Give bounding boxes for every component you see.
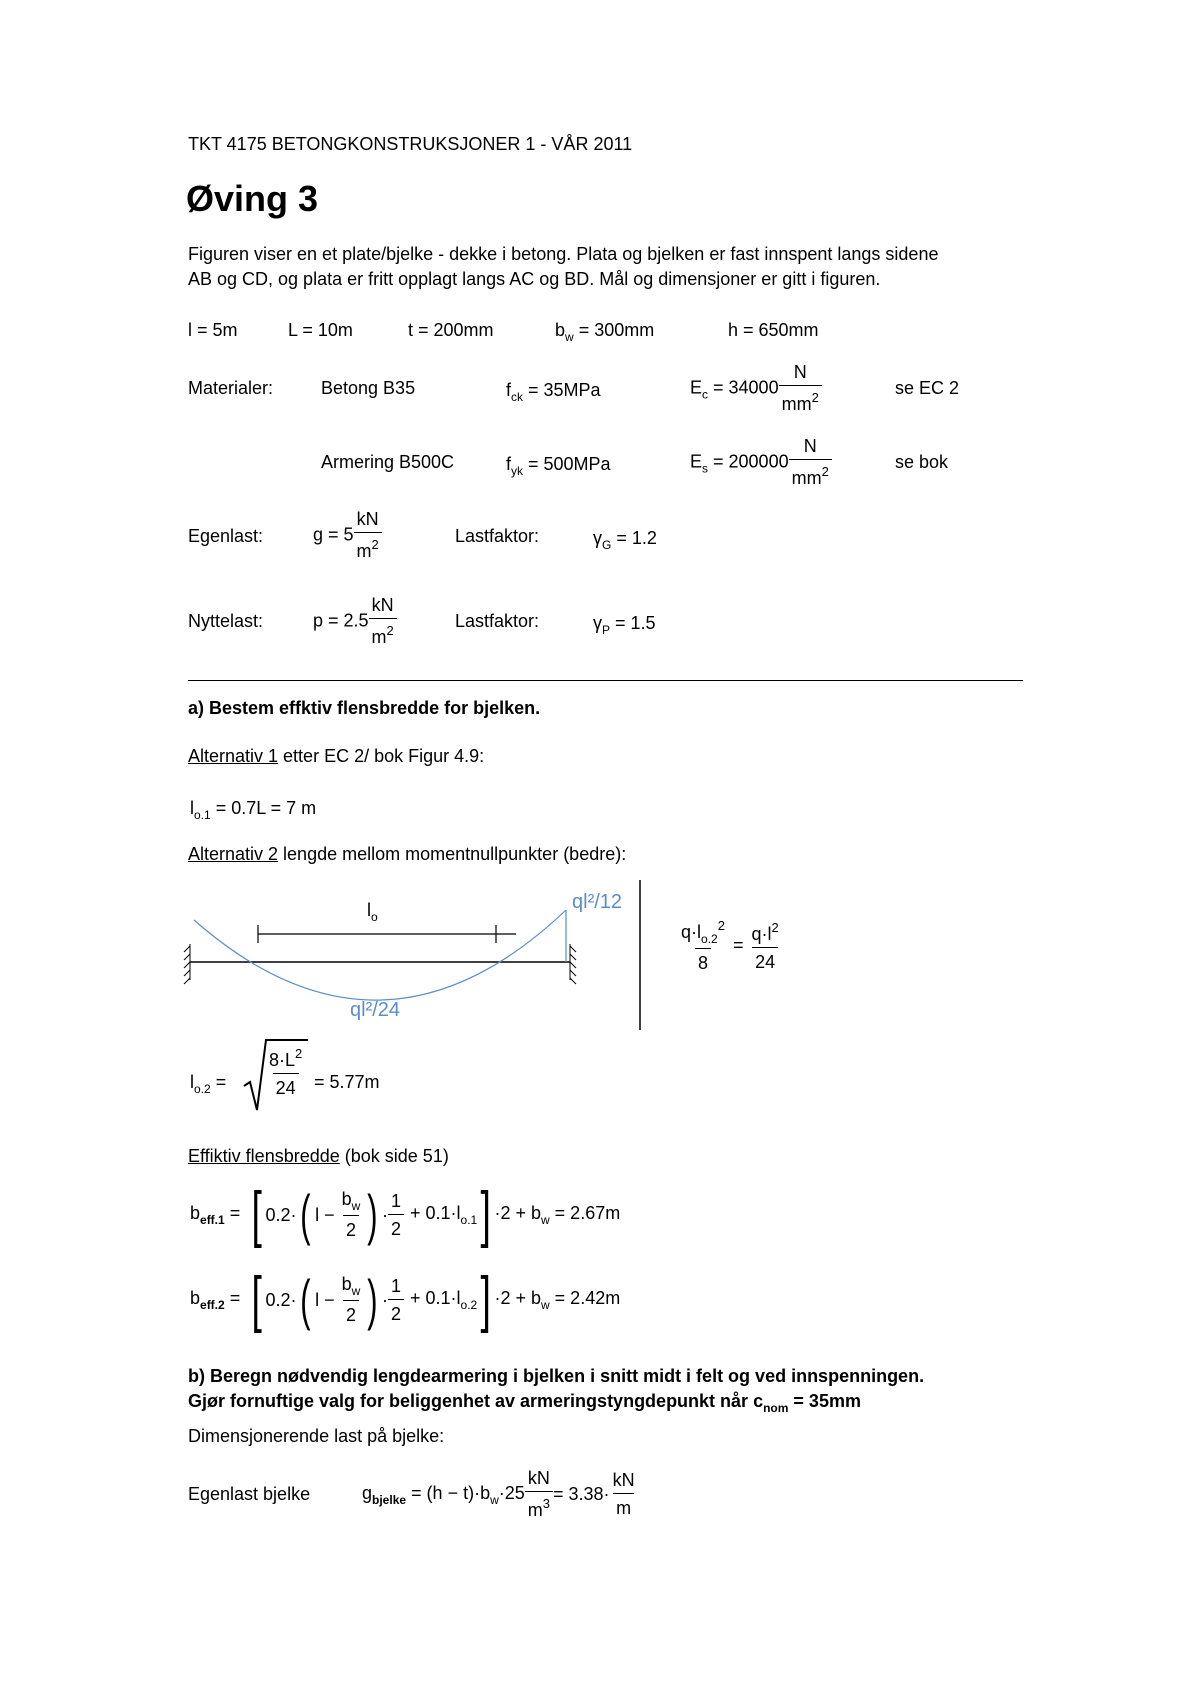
beff1-plus: + 0.1·l xyxy=(410,1203,461,1223)
beff1-half-frac xyxy=(388,1191,404,1240)
lo2-frac xyxy=(266,1046,305,1099)
param-h: h = 650mm xyxy=(728,320,819,340)
nyttelast-label: Nyttelast: xyxy=(188,611,264,631)
lo2-den: 24 xyxy=(273,1073,299,1099)
eq-equals: = xyxy=(732,934,744,955)
fyk-value: = 500MPa xyxy=(523,454,611,474)
gbjelke-expr: = (h − t)·b xyxy=(406,1482,491,1503)
p-unit-num: kN xyxy=(371,595,394,615)
eq-lhs-den: 8 xyxy=(695,948,711,974)
beff2-l-minus: l − xyxy=(315,1289,335,1310)
beff2-result: = 2.42m xyxy=(549,1288,621,1308)
gbjelke-unit-num: kN xyxy=(527,1468,550,1488)
lastfaktor-label-1: Lastfaktor: xyxy=(455,526,540,546)
g-expression xyxy=(313,509,382,562)
beff1-tail xyxy=(494,1203,620,1227)
dim-last-label: Dimensjonerende last på bjelke: xyxy=(188,1426,445,1446)
Ec-unit-fraction xyxy=(779,362,822,415)
intro-line-2: AB og CD, og plata er fritt opplagt langs AC og BD. Mål og dimensjoner er gitt i figuren. xyxy=(188,269,881,289)
gbjelke-subscript: bjelke xyxy=(372,1492,407,1507)
g-unit-den xyxy=(354,532,382,562)
page-title: Øving 3 xyxy=(186,178,319,219)
p-expression xyxy=(313,595,397,648)
fig-lo-symbol: l xyxy=(367,900,371,920)
Ec-unit-den xyxy=(779,385,822,415)
gbjelke-25: ·25 xyxy=(498,1482,525,1503)
beff1-bw-num xyxy=(339,1189,364,1215)
beff1-bw-frac xyxy=(339,1189,364,1241)
lo1-symbol: l xyxy=(190,798,194,818)
beff1-half-num: 1 xyxy=(391,1190,402,1211)
beff1-lbracket: [ xyxy=(251,1180,263,1249)
lo2-num xyxy=(266,1046,305,1073)
right-support-hatch xyxy=(570,944,576,984)
beff1-rparen: ) xyxy=(367,1183,378,1246)
eq-lhs-num xyxy=(678,918,728,948)
beff1-tail-subscript: w xyxy=(541,1213,550,1227)
beff1-bw-den: 2 xyxy=(343,1215,359,1241)
eq-rhs-fraction xyxy=(748,920,781,973)
beff2-rparen: ) xyxy=(367,1268,378,1331)
gammaG-symbol: γ xyxy=(593,528,602,548)
gbjelke-symbol: g xyxy=(362,1482,373,1503)
beff2-expression xyxy=(190,1265,621,1334)
beff1-coef: 0.2· xyxy=(265,1204,297,1225)
beff2-bw-den: 2 xyxy=(343,1300,359,1326)
g-unit-exponent: 2 xyxy=(371,537,379,552)
gammaP-subscript: P xyxy=(602,623,611,637)
fyk-subscript: yk xyxy=(511,464,524,478)
lo2-subscript: o.2 xyxy=(194,1082,211,1096)
bw-subscript: w xyxy=(565,330,574,344)
beff1-dot: · xyxy=(382,1204,388,1225)
beff2-lparen: ( xyxy=(300,1268,311,1331)
beff1-equals: = xyxy=(224,1203,241,1223)
Es-unit-den xyxy=(789,459,832,489)
gbjelke-res-num: kN xyxy=(612,1470,635,1490)
beff2-half-frac xyxy=(388,1276,404,1325)
p-unit-exponent: 2 xyxy=(386,623,394,638)
lo2-exponent: 2 xyxy=(295,1046,303,1061)
beff2-bw-frac xyxy=(339,1274,364,1326)
alt2-line xyxy=(188,844,626,865)
gbjelke-lhs xyxy=(362,1483,525,1507)
Es-unit-num: N xyxy=(803,436,817,456)
gbjelke-unit-exponent: 3 xyxy=(542,1496,551,1511)
Ec-value: = 34000 xyxy=(708,377,779,398)
beff2-bw-num xyxy=(339,1274,364,1300)
eq-rhs-num-text: q·l xyxy=(751,923,772,944)
gammaP-expression xyxy=(593,613,656,637)
Es-reference: se bok xyxy=(895,452,949,472)
gbjelke-result: = 3.38· xyxy=(553,1484,610,1504)
gbjelke-bw-subscript: w xyxy=(490,1492,499,1507)
beff2-coef: 0.2· xyxy=(265,1289,297,1310)
beff2-symbol: b xyxy=(190,1288,201,1308)
gbjelke-unit-fraction xyxy=(525,1468,553,1521)
Ec-symbol: E xyxy=(690,377,703,398)
alt1-label: Alternativ 1 xyxy=(188,746,279,766)
eff-text: (bok side 51) xyxy=(339,1146,449,1166)
p-value: p = 2.5 xyxy=(313,610,369,631)
fyk-expression xyxy=(506,454,611,478)
cnom-subscript: nom xyxy=(763,1401,789,1415)
eq-lhs-exponent: 2 xyxy=(717,918,725,933)
g-unit-den-text: m xyxy=(356,541,372,561)
eff-line xyxy=(188,1146,449,1167)
beff2-l-subscript: o.2 xyxy=(460,1298,478,1312)
beff2-lbracket: [ xyxy=(251,1265,263,1334)
eq-rhs-den: 24 xyxy=(752,947,778,973)
beff2-plus: + 0.1·l xyxy=(410,1288,461,1308)
alt2-text: lengde mellom momentnullpunkter (bedre): xyxy=(278,844,627,864)
section-divider xyxy=(188,680,1023,681)
gbjelke-res-den: m xyxy=(613,1493,634,1519)
fyk-symbol: f xyxy=(506,454,512,474)
fig-lo-label xyxy=(367,900,378,924)
gammaP-value: = 1.5 xyxy=(610,613,656,633)
egenlast-bjelke-label: Egenlast bjelke xyxy=(188,1484,311,1504)
gammaG-subscript: G xyxy=(602,538,612,552)
beff2-half-den: 2 xyxy=(388,1299,404,1325)
Es-unit-fraction xyxy=(789,436,832,489)
lastfaktor-label-2: Lastfaktor: xyxy=(455,611,540,631)
course-header: TKT 4175 BETONGKONSTRUKSJONER 1 - VÅR 2011 xyxy=(188,134,633,154)
lo1-subscript: o.1 xyxy=(194,808,211,822)
eq-rhs-num xyxy=(748,920,781,947)
lo1-expression xyxy=(190,798,316,822)
materials-label: Materialer: xyxy=(188,378,274,398)
gammaG-value: = 1.2 xyxy=(611,528,657,548)
beff2-subscript: eff.2 xyxy=(200,1298,225,1312)
lo2-fraction xyxy=(266,1046,305,1099)
gammaG-expression xyxy=(593,528,657,552)
Ec-subscript: c xyxy=(702,387,709,402)
lo2-symbol: l xyxy=(190,1072,194,1092)
fig-lo-subscript: o xyxy=(371,910,378,924)
beff2-equals: = xyxy=(224,1288,241,1308)
part-b-heading-2 xyxy=(188,1391,861,1415)
beff1-lhs xyxy=(190,1203,240,1227)
beff2-tail-text: ·2 + b xyxy=(494,1288,541,1308)
moment-equality xyxy=(678,918,782,974)
gammaP-symbol: γ xyxy=(593,613,602,633)
beff1-l-minus: l − xyxy=(315,1204,335,1225)
Es-symbol: E xyxy=(690,451,703,472)
beff2-lhs xyxy=(190,1288,240,1312)
lo2-label xyxy=(190,1072,226,1096)
alt1-text: etter EC 2/ bok Figur 4.9: xyxy=(278,746,485,766)
lo1-value: = 0.7L = 7 m xyxy=(210,798,317,818)
fck-subscript: ck xyxy=(511,390,524,404)
bw-symbol: b xyxy=(555,320,566,340)
egenlast-label: Egenlast: xyxy=(188,526,264,546)
param-L: L = 10m xyxy=(288,320,353,340)
armering-label: Armering B500C xyxy=(321,452,455,472)
beff2-dot: · xyxy=(382,1289,388,1310)
fck-expression xyxy=(506,380,601,404)
eq-lhs-fraction xyxy=(678,918,728,974)
lo2-result: = 5.77m xyxy=(314,1072,380,1092)
left-support-hatch xyxy=(184,944,190,984)
alt1-line xyxy=(188,746,484,767)
beff1-symbol: b xyxy=(190,1203,201,1223)
fck-symbol: f xyxy=(506,380,512,400)
Ec-expression xyxy=(690,362,822,415)
fig-top-moment-label: ql²/12 xyxy=(572,891,623,913)
fck-value: = 35MPa xyxy=(523,380,601,400)
beff1-bw-subscript: w xyxy=(351,1199,361,1213)
beff1-subscript: eff.1 xyxy=(200,1213,225,1227)
beff1-lparen: ( xyxy=(300,1183,311,1246)
eq-lhs-num-text: q·l xyxy=(681,922,702,942)
gbjelke-expression xyxy=(362,1468,638,1521)
p-unit-fraction xyxy=(369,595,397,648)
param-l: l = 5m xyxy=(188,320,238,340)
beff2-plus-term xyxy=(410,1288,477,1312)
Ec-unit-den-text: mm xyxy=(781,394,812,414)
beff2-rbracket: ] xyxy=(480,1265,492,1334)
Ec-unit-num: N xyxy=(793,362,807,382)
beff2-bw-symbol: b xyxy=(341,1274,352,1294)
gbjelke-res-fraction xyxy=(610,1470,638,1519)
Ec-unit-exponent: 2 xyxy=(811,390,819,405)
Es-unit-exponent: 2 xyxy=(821,464,829,479)
beff1-result: = 2.67m xyxy=(549,1203,621,1223)
beff1-expression xyxy=(190,1180,621,1249)
beff1-tail-text: ·2 + b xyxy=(494,1203,541,1223)
gbjelke-unit-den-text: m xyxy=(527,1500,543,1520)
lo2-equals: = xyxy=(210,1072,227,1092)
Es-unit-den-text: mm xyxy=(791,468,822,488)
part-b-heading-2-pre: Gjør fornuftige valg for beliggenhet av armeringstyngdepunkt når c xyxy=(188,1391,764,1411)
part-a-heading: a) Bestem effktiv flensbredde for bjelken. xyxy=(188,698,541,718)
part-b-heading-2-post: = 35mm xyxy=(788,1391,861,1411)
betong-label: Betong B35 xyxy=(321,378,416,398)
beff1-rbracket: ] xyxy=(480,1180,492,1249)
eq-rhs-exponent: 2 xyxy=(771,919,779,935)
beff1-half-den: 2 xyxy=(388,1214,404,1240)
beff2-bw-subscript: w xyxy=(351,1284,361,1298)
intro-line-1: Figuren viser en et plate/bjelke - dekke i betong. Plata og bjelken er fast innspent langs sidene xyxy=(188,244,939,264)
bw-value: = 300mm xyxy=(573,320,655,340)
Es-value: = 200000 xyxy=(708,451,789,472)
beff2-tail-subscript: w xyxy=(541,1298,550,1312)
param-bw xyxy=(555,320,654,344)
g-value: g = 5 xyxy=(313,524,354,545)
beff1-bw-symbol: b xyxy=(341,1189,352,1209)
p-unit-den-text: m xyxy=(371,627,387,647)
eq-lhs-subscript: o.2 xyxy=(701,932,718,946)
g-unit-fraction xyxy=(354,509,382,562)
Ec-reference: se EC 2 xyxy=(895,378,960,398)
gbjelke-unit-den xyxy=(525,1491,553,1521)
param-t: t = 200mm xyxy=(408,320,494,340)
Es-subscript: s xyxy=(702,461,709,476)
moment-curve xyxy=(194,910,566,1000)
g-unit-num: kN xyxy=(356,509,379,529)
fig-bottom-moment-label: ql²/24 xyxy=(350,999,401,1021)
lo2-num-text: 8·L xyxy=(269,1050,296,1070)
eff-label: Effiktiv flensbredde xyxy=(188,1146,340,1166)
beff1-l-subscript: o.1 xyxy=(460,1213,478,1227)
beff1-plus-term xyxy=(410,1203,477,1227)
beff2-half-num: 1 xyxy=(391,1275,402,1296)
Es-expression xyxy=(690,436,832,489)
beff2-tail xyxy=(494,1288,620,1312)
p-unit-den xyxy=(369,618,397,648)
alt2-label: Alternativ 2 xyxy=(188,844,279,864)
part-b-heading-1: b) Beregn nødvendig lengdearmering i bjelken i snitt midt i felt og ved innspenningen. xyxy=(188,1366,925,1386)
